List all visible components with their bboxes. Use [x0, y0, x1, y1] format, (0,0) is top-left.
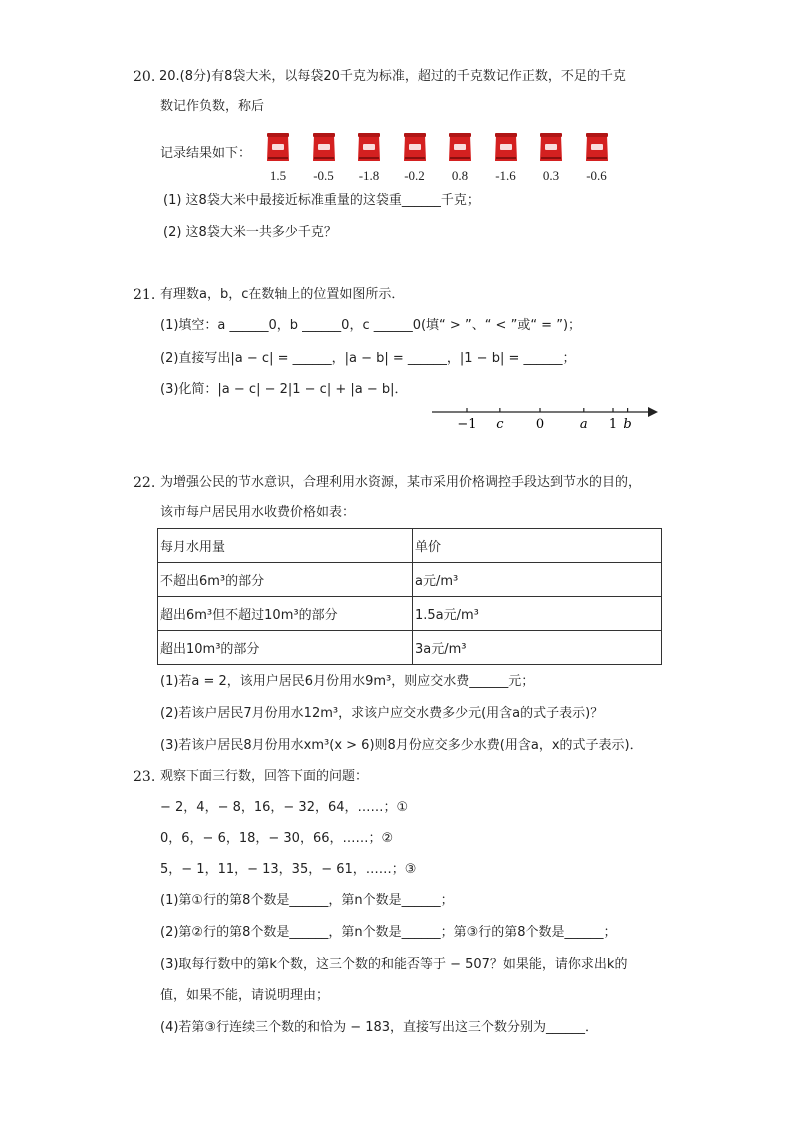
- q21-sub1: (1)填空：a ______0，b ______0，c ______0(填“ > ”、“ < ”或“ = ”)；: [160, 318, 582, 333]
- q23-row3: 5，− 1，11，− 13，35，− 61，……；③: [160, 862, 417, 877]
- q23-sub2: (2)第②行的第8个数是______，第n个数是______；第③行的第8个数是______；: [160, 925, 617, 940]
- number-line-arrow-icon: [648, 407, 658, 417]
- table-cell: 不超出6m³的部分: [158, 563, 413, 597]
- q23-row2: 0，6，− 6，18，− 30，66，……；②: [160, 831, 394, 846]
- number-line-label: 0: [535, 417, 545, 432]
- table-row: [158, 563, 662, 597]
- q20-bag-value: -0.5: [313, 168, 334, 183]
- table-cell: 超出6m³但不超过10m³的部分: [158, 597, 413, 631]
- q23-row1: − 2，4，− 8，16，− 32，64，……；①: [160, 800, 409, 815]
- q22-stem-line2: 该市每户居民用水收费价格如表：: [160, 505, 356, 520]
- q23-stem: 观察下面三行数，回答下面的问题：: [160, 769, 369, 784]
- q21-number: 21.: [133, 287, 156, 303]
- q20-stem-line1: 20.(8分)有8袋大米，以每袋20千克为标准，超过的千克数记作正数，不足的千克: [159, 69, 626, 84]
- rice-bag-icon: [584, 131, 610, 163]
- q22-sub2: (2)若该户居民7月份用水12m³，求该户应交水费多少元(用含a的式子表示)？: [160, 706, 604, 721]
- table-header-cell: 每月水用量: [158, 529, 413, 563]
- number-line-label: −1: [457, 417, 477, 432]
- q23-sub1: (1)第①行的第8个数是______，第n个数是______；: [160, 893, 454, 908]
- q22-sub3: (3)若该户居民8月份用水xm³(x > 6)则8月份应交多少水费(用含a，x的式子表示)．: [160, 738, 643, 753]
- rice-bag-icon: [356, 131, 382, 163]
- q22-price-table: [157, 528, 662, 665]
- table-header-cell: 单价: [413, 529, 662, 563]
- q21-stem: 有理数a，b，c在数轴上的位置如图所示．: [160, 287, 405, 302]
- q20-number: 20.: [133, 69, 156, 85]
- q20-bag-value: 0.8: [451, 168, 469, 183]
- q20-sub1: (1) 这8袋大米中最接近标准重量的这袋重______千克；: [163, 193, 480, 208]
- q20-sub2: (2) 这8袋大米一共多少千克？: [163, 225, 337, 240]
- q20-stem-line2: 数记作负数，称后: [160, 99, 265, 114]
- rice-bag-icon: [311, 131, 337, 163]
- q20-bag-value: -1.8: [358, 168, 380, 183]
- q23-sub4: (4)若第③行连续三个数的和恰为 − 183，直接写出这三个数分别为______．: [160, 1020, 599, 1035]
- rice-bag-icon: [493, 131, 519, 163]
- q23-sub3-line2: 值，如果不能，请说明理由；: [160, 988, 330, 1003]
- rice-bag-icon: [538, 131, 564, 163]
- q22-sub1: (1)若a = 2，该用户居民6月份用水9m³，则应交水费______元；: [160, 674, 535, 689]
- q20-bag-value: -1.6: [495, 168, 516, 183]
- number-line-label: c: [496, 417, 504, 432]
- q20-bag-value: -0.2: [404, 168, 425, 183]
- q22-number: 22.: [133, 475, 156, 491]
- number-line-label: 1: [608, 417, 618, 432]
- q21-number-line: [430, 400, 665, 436]
- rice-bag-icon: [447, 131, 473, 163]
- table-cell: 1.5a元/m³: [413, 597, 662, 631]
- table-cell: 超出10m³的部分: [158, 631, 413, 665]
- rice-bag-icon: [265, 131, 291, 163]
- q22-stem-line1: 为增强公民的节水意识，合理利用水资源，某市采用价格调控手段达到节水的目的，: [160, 475, 642, 490]
- q21-sub3: (3)化简：|a − c| − 2|1 − c| + |a − b|．: [160, 382, 408, 397]
- q20-bag-value: 1.5: [269, 168, 287, 183]
- table-row: [158, 597, 662, 631]
- table-cell: 3a元/m³: [413, 631, 662, 665]
- table-cell: a元/m³: [413, 563, 662, 597]
- rice-bag-icon: [402, 131, 428, 163]
- table-header-row: [158, 529, 662, 563]
- q20-record-label: 记录结果如下：: [160, 146, 252, 161]
- q23-number: 23.: [133, 769, 156, 785]
- q20-bag-value: -0.6: [586, 168, 607, 183]
- q21-sub2: (2)直接写出|a − c| = ______，|a − b| = ______，|1 − b| = ______；: [160, 351, 576, 366]
- number-line-label: b: [623, 417, 632, 432]
- table-row: [158, 631, 662, 665]
- q23-sub3-line1: (3)取每行数中的第k个数，这三个数的和能否等于 − 507？如果能，请你求出k的: [160, 957, 628, 972]
- q20-bag-value: 0.3: [542, 168, 560, 183]
- number-line-label: a: [579, 417, 588, 432]
